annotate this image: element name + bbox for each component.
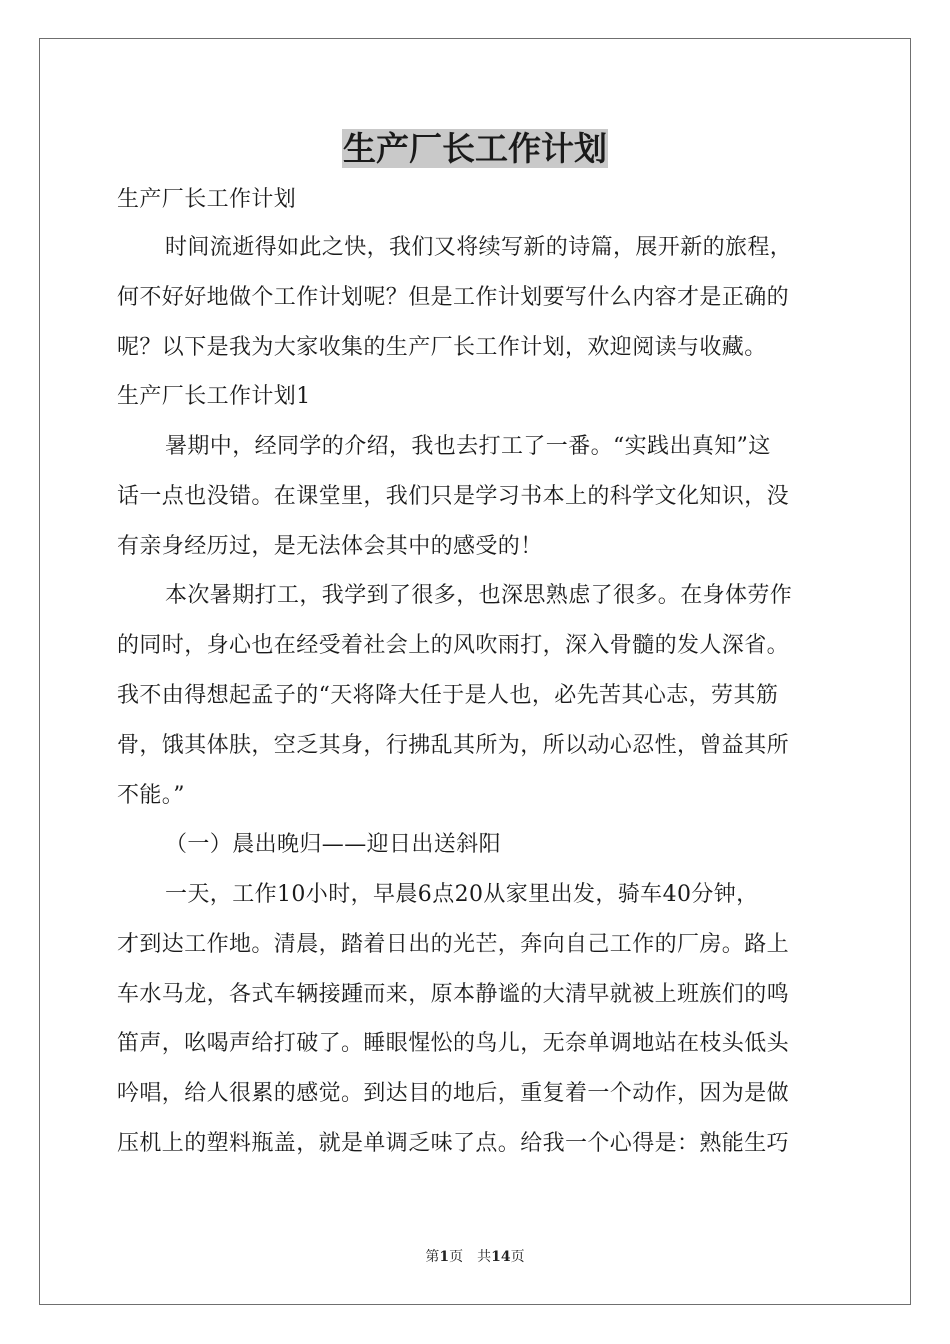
body-line: 呢？以下是我为大家收集的生产厂长工作计划，欢迎阅读与收藏。 bbox=[117, 335, 767, 360]
subtitle-line: 生产厂长工作计划 bbox=[117, 187, 297, 212]
body-line: 暑期中，经同学的介绍，我也去打工了一番。“实践出真知”这 bbox=[165, 434, 771, 459]
body-line: 车水马龙，各式车辆接踵而来，原本静谧的大清早就被上班族们的鸣 bbox=[117, 982, 790, 1007]
body-line: 一天，工作10小时，早晨6点20从家里出发，骑车40分钟， bbox=[165, 882, 759, 907]
page-border bbox=[39, 38, 911, 1305]
page-footer bbox=[0, 1247, 950, 1267]
body-line: 的同时，身心也在经受着社会上的风吹雨打，深入骨髓的发人深省。 bbox=[117, 633, 790, 658]
footer-suffix: 页 bbox=[510, 1249, 525, 1265]
body-line: 笛声，吆喝声给打破了。睡眼惺忪的鸟儿，无奈单调地站在枝头低头 bbox=[117, 1031, 790, 1056]
body-line: 吟唱，给人很累的感觉。到达目的地后，重复着一个动作，因为是做 bbox=[117, 1081, 790, 1106]
body-line: 何不好好地做个工作计划呢？但是工作计划要写什么内容才是正确的 bbox=[117, 285, 790, 310]
body-line: 我不由得想起孟子的“天将降大任于是人也，必先苦其心志，劳其筋 bbox=[117, 683, 779, 708]
footer-prefix: 第 bbox=[425, 1249, 440, 1265]
subsection-heading: （一）晨出晚归——迎日出送斜阳 bbox=[165, 832, 502, 857]
current-page-number: 1 bbox=[439, 1249, 450, 1265]
document-title bbox=[0, 124, 950, 174]
body-line: 不能。” bbox=[117, 783, 185, 808]
document-title-text: 生产厂长工作计划 bbox=[343, 129, 607, 168]
section-heading: 生产厂长工作计划1 bbox=[117, 384, 311, 409]
footer-mid: 页 共 bbox=[449, 1249, 492, 1265]
body-line: 时间流逝得如此之快，我们又将续写新的诗篇，展开新的旅程， bbox=[165, 235, 793, 260]
body-line: 骨，饿其体肤，空乏其身，行拂乱其所为，所以动心忍性，曾益其所 bbox=[117, 733, 790, 758]
total-page-number: 14 bbox=[491, 1249, 511, 1265]
body-line: 才到达工作地。清晨，踏着日出的光芒，奔向自己工作的厂房。路上 bbox=[117, 932, 790, 957]
body-line: 压机上的塑料瓶盖，就是单调乏味了点。给我一个心得是：熟能生巧 bbox=[117, 1131, 790, 1156]
body-line: 有亲身经历过，是无法体会其中的感受的！ bbox=[117, 534, 543, 559]
body-line: 本次暑期打工，我学到了很多，也深思熟虑了很多。在身体劳作 bbox=[165, 583, 793, 608]
body-line: 话一点也没错。在课堂里，我们只是学习书本上的科学文化知识，没 bbox=[117, 484, 790, 509]
